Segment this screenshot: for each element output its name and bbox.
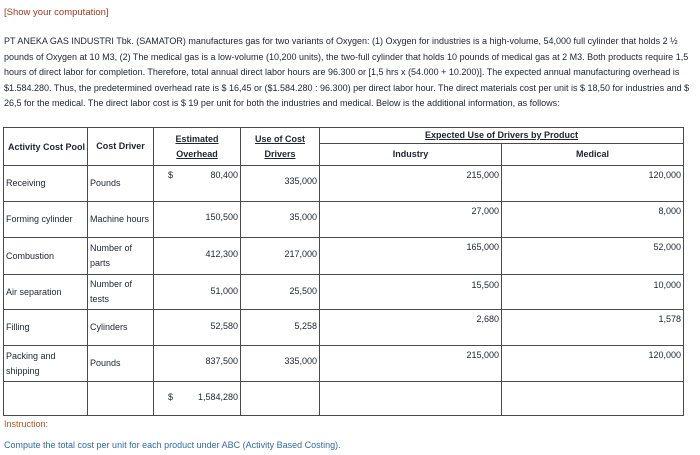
industry-cell [320, 382, 502, 416]
use-cell [241, 382, 320, 416]
industry-cell [320, 166, 502, 202]
medical-value: 52,000 [653, 242, 681, 252]
dollar-sign: $ [168, 170, 174, 180]
use-value: 335,000 [284, 356, 317, 366]
table-row [4, 202, 684, 238]
table-row-total [4, 382, 684, 416]
medical-cell [502, 346, 684, 382]
industry-value: 165,000 [466, 242, 499, 252]
industry-value: 215,000 [466, 350, 499, 360]
use-value: 217,000 [284, 249, 317, 259]
industry-value: 2,680 [476, 314, 499, 324]
header-estimated-overhead [154, 128, 241, 166]
medical-cell [502, 166, 684, 202]
header-industry: Industry [320, 144, 502, 166]
show-computation-link[interactable]: [Show your computation] [4, 7, 109, 18]
overhead-value: 837,500 [205, 356, 238, 366]
overhead-total-cell [154, 382, 241, 416]
overhead-cell [154, 166, 241, 202]
driver-cell [88, 275, 154, 310]
driver-line2: parts [90, 258, 111, 268]
use-value: 25,500 [289, 286, 317, 296]
table-row [4, 346, 684, 382]
dollar-sign: $ [168, 392, 174, 402]
medical-value: 10,000 [653, 280, 681, 290]
pool-line1: Packing and [6, 350, 56, 361]
medical-value: 1,578 [658, 314, 681, 324]
pool-cell: Filling [4, 310, 88, 346]
table-row [4, 166, 684, 202]
use-value: 5,258 [294, 321, 317, 331]
overhead-cell [154, 310, 241, 346]
medical-value: 8,000 [658, 206, 681, 216]
overhead-cell [154, 202, 241, 238]
pool-cell: Air separation [4, 275, 88, 310]
overhead-value: 52,580 [210, 321, 238, 331]
use-cell [241, 202, 320, 238]
pool-cell: Receiving [4, 166, 88, 202]
driver-line1: Number of [90, 279, 133, 289]
use-cell [241, 238, 320, 275]
overhead-value: 80,400 [210, 170, 238, 180]
medical-cell [502, 275, 684, 310]
use-cell [241, 310, 320, 346]
medical-value: 120,000 [648, 350, 681, 360]
driver-line2: tests [90, 294, 110, 304]
overhead-value: 150,500 [205, 212, 238, 222]
driver-cell [88, 382, 154, 416]
industry-cell [320, 310, 502, 346]
pool-cell [4, 382, 88, 416]
medical-cell [502, 202, 684, 238]
header-medical: Medical [502, 144, 684, 166]
use-cell [241, 346, 320, 382]
overhead-cell [154, 238, 241, 275]
pool-line2: shipping [6, 365, 40, 376]
use-cell [241, 166, 320, 202]
use-cell [241, 275, 320, 310]
overhead-total-value: 1,584,280 [197, 392, 238, 402]
overhead-cell [154, 346, 241, 382]
driver-cell: Machine hours [88, 202, 154, 238]
medical-cell [502, 238, 684, 275]
driver-cell: Pounds [88, 166, 154, 202]
header-cost-driver: Cost Driver [88, 128, 154, 166]
pool-cell: Combustion [4, 238, 88, 275]
driver-cell [88, 238, 154, 275]
use-value: 335,000 [284, 176, 317, 186]
overhead-value: 51,000 [210, 286, 238, 296]
header-use-line2: Drivers [264, 148, 296, 159]
table-row [4, 275, 684, 310]
pool-cell [4, 346, 88, 382]
industry-value: 15,500 [471, 280, 499, 290]
medical-cell [502, 382, 684, 416]
driver-cell: Pounds [88, 346, 154, 382]
overhead-cell [154, 275, 241, 310]
industry-value: 27,000 [471, 206, 499, 216]
pool-cell: Forming cylinder [4, 202, 88, 238]
use-value: 35,000 [289, 212, 317, 222]
header-use-line1: Use of Cost [254, 133, 305, 144]
overhead-value: 412,300 [205, 249, 238, 259]
industry-cell [320, 275, 502, 310]
instruction-text: Compute the total cost per unit for each product under ABC (Activity Based Costing). [4, 440, 341, 450]
industry-cell [320, 202, 502, 238]
problem-paragraph: PT ANEKA GAS INDUSTRI Tbk. (SAMATOR) manufactures gas for two variants of Oxygen: (1) Oxygen for industries is a high-volume, 54,000 full cylinder that holds 2 ½ pounds of Oxygen at 10 M3, (2) The medical gas is a low-volume (10,200 units), the two-full cylinder that holds 10 pounds of medical gas at 2 M3. Both products require 1,5 hours of direct labor for completion. Therefore, total annual direct labor hours are 96.300 or [1,5 hrs x (54.000 + 10.200)]. The expected annual manufacturing overhead is $1.584.280. Thus, the predetermined overhead rate is $ 16,45 or ($1.584.280 : 96.300) per direct labor hour. The direct materials cost per unit is $ 18,50 for industries and $ 26,5 for the medical. The direct labor cost is $ 19 per unit for both the industries and medical. Below is the additional information, as follows: [4, 36, 690, 109]
medical-value: 120,000 [648, 170, 681, 180]
header-expected-use: Expected Use of Drivers by Product [320, 128, 684, 144]
medical-cell [502, 310, 684, 346]
header-activity-cost-pool: Activity Cost Pool [4, 128, 88, 166]
industry-cell [320, 238, 502, 275]
instruction-label: Instruction: [4, 419, 49, 429]
table-row [4, 310, 684, 346]
table-row [4, 238, 684, 275]
activity-cost-table [3, 127, 684, 416]
header-overhead-line2: Overhead [176, 148, 218, 159]
driver-line1: Number of [90, 243, 133, 253]
industry-cell [320, 346, 502, 382]
header-overhead-line1: Estimated [175, 133, 219, 144]
industry-value: 215,000 [466, 170, 499, 180]
header-use-of-cost-drivers [241, 128, 320, 166]
driver-cell: Cylinders [88, 310, 154, 346]
